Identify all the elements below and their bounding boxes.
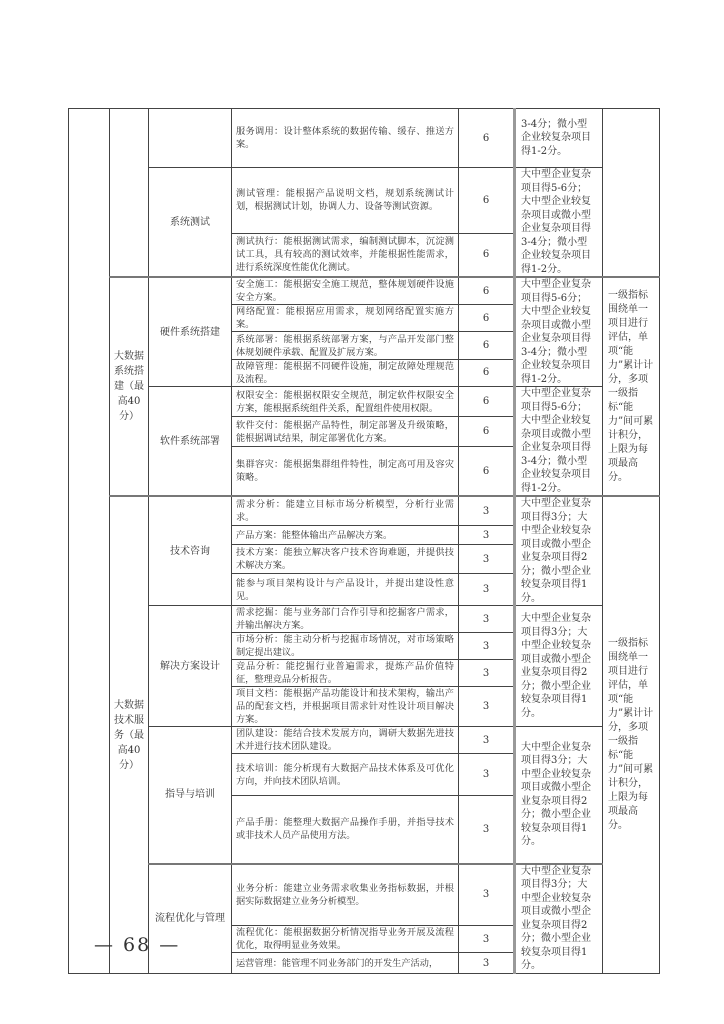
subcategory-cell: 硬件系统搭建: [149, 277, 232, 387]
item-score: 3: [459, 727, 515, 754]
subcategory-cell: 软件系统部署: [149, 387, 232, 497]
item-description: 流程优化：能根据数据分析情况指导业务开展及流程优化，取得明显业务效果。: [232, 926, 459, 953]
item-score: 3: [459, 926, 515, 953]
item-score: 6: [459, 332, 515, 359]
item-score: 3: [459, 574, 515, 606]
item-score: 3: [459, 754, 515, 796]
subcategory-cell: 系统测试: [149, 168, 232, 278]
item-description: 团队建设：能结合技术发展方向，调研大数据先进技术并进行技术团队建设。: [232, 727, 459, 754]
category-cell: 大数据技术服务（最高40分）: [110, 496, 149, 974]
criteria-cell: 大中型企业复杂项目得5-6分；大中型企业较复杂项目或微小型企业复杂项目得3-4分；微小型企业较复杂项目得1-2分。: [515, 168, 603, 278]
item-description: 网络配置：能根据应用需求，规划网络配置实施方案。: [232, 305, 459, 332]
item-description: 集群容灾：能根据集群组件特性，制定高可用及容灾策略。: [232, 447, 459, 496]
item-description: 需求挖掘：能与业务部门合作引导和挖掘客户需求，并输出解决方案。: [232, 606, 459, 633]
item-score: 3: [459, 953, 515, 974]
item-description: 运营管理：能管理不同业务部门的开发生产活动，: [232, 953, 459, 974]
table-row: [69, 168, 660, 234]
item-score: 3: [459, 526, 515, 545]
item-score: 6: [459, 305, 515, 332]
item-description: 软件交付：能根据产品特性，制定部署及升级策略，能根据调试结果，制定部署优化方案。: [232, 417, 459, 447]
item-score: 3: [459, 633, 515, 660]
table-row: [69, 727, 660, 754]
subcategory-cell: 流程优化与管理: [149, 864, 232, 974]
category-cell-continued: [110, 109, 149, 278]
item-description: 产品方案：能整体输出产品解决方案。: [232, 526, 459, 545]
criteria-cell: 大中型企业复杂项目得5-6分；大中型企业较复杂项目或微小型企业复杂项目得3-4分；微小型企业较复杂项目得1-2分。: [515, 387, 603, 497]
item-score: 3: [459, 660, 515, 687]
item-description: 能参与项目架构设计与产品设计，并提出建设性意见。: [232, 574, 459, 606]
item-description: 技术方案：能独立解决客户技术咨询难题，并提供技术解决方案。: [232, 545, 459, 574]
subcategory-cell: 技术咨询: [149, 496, 232, 606]
item-score: 6: [459, 447, 515, 496]
scoring-table: [68, 108, 660, 974]
item-score: 6: [459, 359, 515, 386]
page-number: — 68 —: [94, 934, 181, 956]
criteria-cell: 大中型企业复杂项目得3分；大中型企业较复杂项目或微小型企业复杂项目得2分；微小型企业较复杂项目得1分。: [515, 606, 603, 727]
item-description: 测试执行：能根据测试需求，编制测试脚本，沉淀测试工具，具有较高的测试效率，并能根据性能需求，进行系统深度性能优化测试。: [232, 233, 459, 277]
category-cell: 大数据系统搭建（最高40分）: [110, 277, 149, 496]
item-score: 3: [459, 606, 515, 633]
blank-column: [69, 109, 110, 974]
item-description: 安全施工：能根据安全施工规范，整体规划硬件设施安全方案。: [232, 277, 459, 305]
table-row: [69, 109, 660, 168]
item-description: 竞品分析：能挖掘行业普遍需求，提炼产品价值特征，整理竞品分析报告。: [232, 660, 459, 687]
item-score: 6: [459, 417, 515, 447]
item-score: 6: [459, 233, 515, 277]
note-cell: 一级指标围绕单一项目进行评估，单项“能力”累计计分，多项一级指标“能力”间可累计积分，上限为每项最高分。: [603, 277, 660, 496]
criteria-cell: 大中型企业复杂项目得3分；大中型企业较复杂项目或微小型企业复杂项目得2分；微小型企业较复杂项目得1分。: [515, 864, 603, 974]
note-cell: 一级指标围绕单一项目进行评估，单项“能力”累计计分，多项一级指标“能力”间可累计积分，上限为每项最高分。: [603, 496, 660, 974]
criteria-cell: 3-4分；微小型企业较复杂项目得1-2分。: [515, 109, 603, 168]
item-score: 6: [459, 109, 515, 168]
item-score: 6: [459, 168, 515, 234]
item-score: 3: [459, 545, 515, 574]
criteria-cell: 大中型企业复杂项目得5-6分；大中型企业较复杂项目或微小型企业复杂项目得3-4分；微小型企业较复杂项目得1-2分。: [515, 277, 603, 387]
criteria-cell: 大中型企业复杂项目得3分；大中型企业较复杂项目或微小型企业复杂项目得2分；微小型企业较复杂项目得1分。: [515, 496, 603, 606]
table-row: [69, 606, 660, 633]
item-score: 3: [459, 864, 515, 926]
item-description: 测试管理：能根据产品说明文档，规划系统测试计划，根据测试计划，协调人力、设备等测试资源。: [232, 168, 459, 234]
table-row: [69, 864, 660, 926]
item-description: 权限安全：能根据权限安全规范，制定软件权限安全方案，能根据系统组件关系，配置组件使用权限。: [232, 387, 459, 417]
item-description: 技术培训：能分析现有大数据产品技术体系及可优化方向，并向技术团队培训。: [232, 754, 459, 796]
table-row: [69, 277, 660, 305]
table-row: [69, 387, 660, 417]
subcategory-cell: 解决方案设计: [149, 606, 232, 727]
item-description: 项目文档：能根据产品功能设计和技术架构，输出产品的配套文档，并根据项目需求针对性设计项目解决方案。: [232, 687, 459, 727]
item-score: 3: [459, 687, 515, 727]
note-cell-empty: [603, 109, 660, 278]
item-description: 需求分析：能建立目标市场分析模型，分析行业需求。: [232, 496, 459, 526]
item-description: 市场分析：能主动分析与挖掘市场情况，对市场策略制定提出建议。: [232, 633, 459, 660]
item-score: 3: [459, 796, 515, 864]
item-description: 系统部署：能根据系统部署方案，与产品开发部门整体规划硬件承载、配置及扩展方案。: [232, 332, 459, 359]
criteria-cell: 大中型企业复杂项目得3分；大中型企业较复杂项目或微小型企业复杂项目得2分；微小型企业较复杂项目得1分。: [515, 727, 603, 864]
item-description: 产品手册：能整理大数据产品操作手册，并指导技术或非技术人员产品使用方法。: [232, 796, 459, 864]
item-description: 服务调用：设计整体系统的数据传输、缓存、推送方案。: [232, 109, 459, 168]
subcategory-cell-continued: [149, 109, 232, 168]
item-description: 故障管理：能根据不同硬件设施，制定故障处理规范及流程。: [232, 359, 459, 386]
item-score: 3: [459, 496, 515, 526]
item-score: 6: [459, 277, 515, 305]
item-score: 6: [459, 387, 515, 417]
item-description: 业务分析：能建立业务需求收集业务指标数据，并根据实际数据建立业务分析模型。: [232, 864, 459, 926]
table-row: [69, 496, 660, 526]
subcategory-cell: 指导与培训: [149, 727, 232, 864]
